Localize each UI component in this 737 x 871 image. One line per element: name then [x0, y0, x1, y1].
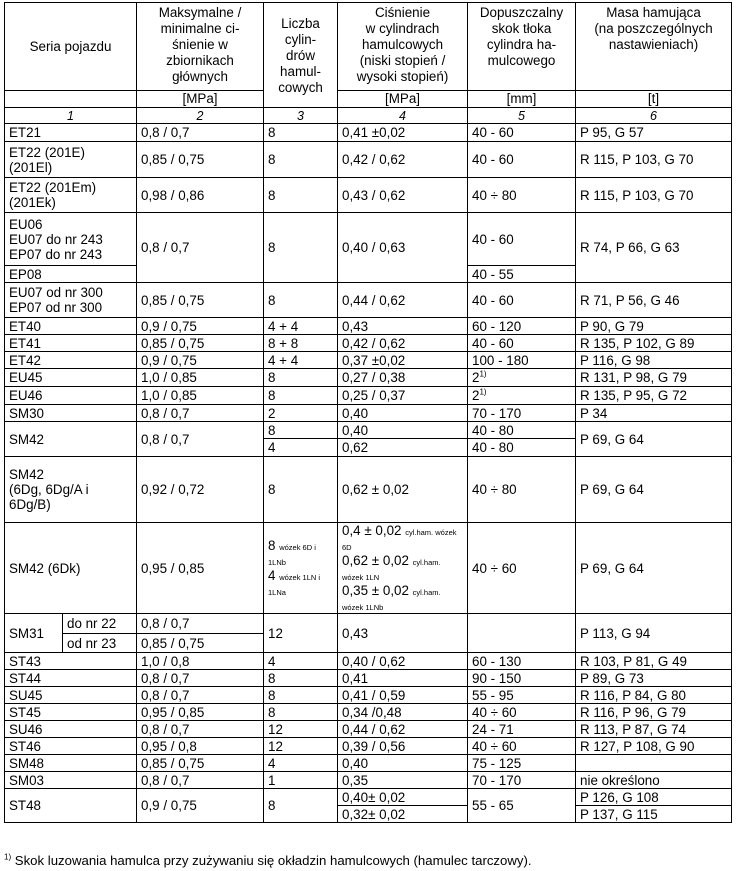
header-vehicle-series: Seria pojazdu	[5, 3, 137, 91]
cell: P 126, G 108	[576, 789, 732, 806]
unit-mm: [mm]	[468, 91, 576, 108]
cell: 0,85 / 0,75	[137, 634, 264, 653]
cell: R 74, P 66, G 63	[576, 213, 732, 283]
col-num: 6	[576, 108, 732, 124]
table-row	[5, 687, 732, 704]
cell: 40 - 60	[468, 142, 576, 178]
cell: od nr 23	[63, 634, 137, 653]
cell: P 69, G 64	[576, 523, 732, 614]
cell: 0,34 /0,48	[338, 704, 468, 721]
cell: 40 ÷ 80	[468, 178, 576, 213]
cell: 60 - 130	[468, 653, 576, 670]
cell: 75 - 125	[468, 755, 576, 772]
unit-mpa: [MPa]	[137, 91, 264, 108]
cell: 40 - 80	[468, 439, 576, 457]
cell: 0,42 / 0,62	[338, 142, 468, 178]
cell: P 90, G 79	[576, 318, 732, 335]
cell: 40 - 60	[468, 335, 576, 352]
cell: R 131, P 98, G 79	[576, 369, 732, 387]
series-cell: ET40	[5, 318, 137, 335]
cell: 0,98 / 0,86	[137, 178, 264, 213]
cell: 1,0 / 0,8	[137, 653, 264, 670]
cell: 0,25 / 0,37	[338, 387, 468, 405]
series-cell: SM42 (6Dk)	[5, 523, 137, 614]
table-row	[5, 789, 732, 806]
cell: 0,95 / 0,8	[137, 738, 264, 755]
cell: 0,9 / 0,75	[137, 318, 264, 335]
cell: 8	[264, 124, 338, 142]
series-cell: SM48	[5, 755, 137, 772]
cell: 70 - 170	[468, 405, 576, 422]
cell: 0,37 ±0,02	[338, 352, 468, 369]
cell: 0,9 / 0,75	[137, 352, 264, 369]
cell: 8	[264, 670, 338, 687]
cell: 8	[264, 687, 338, 704]
cell: P 137, G 115	[576, 806, 732, 823]
cell: 8	[264, 178, 338, 213]
cell: 12	[264, 738, 338, 755]
cell: 4 + 4	[264, 318, 338, 335]
cell: 8	[264, 369, 338, 387]
col-num: 5	[468, 108, 576, 124]
cell: R 127, P 108, G 90	[576, 738, 732, 755]
series-cell: ET42	[5, 352, 137, 369]
cell: 0,85 / 0,75	[137, 283, 264, 318]
cell: 1	[264, 772, 338, 789]
table-row	[5, 523, 732, 614]
cell: nie określono	[576, 772, 732, 789]
cell: 100 - 180	[468, 352, 576, 369]
cell: 0,43	[338, 614, 468, 653]
cell: 0,41 ±0,02	[338, 124, 468, 142]
footnote-text: Skok luzowania hamulca przy zużywaniu się okładzin hamulcowych (hamulec tarczowy).	[14, 853, 532, 868]
cell: 8	[264, 457, 338, 523]
cell: 0,40	[338, 422, 468, 439]
unit-t: [t]	[576, 91, 732, 108]
series-cell: ST48	[5, 789, 137, 823]
cell: 70 - 170	[468, 772, 576, 789]
series-cell: EU07 od nr 300 EP07 od nr 300	[5, 283, 137, 318]
cell: 0,27 / 0,38	[338, 369, 468, 387]
cell: 8	[264, 789, 338, 823]
cell: R 135, P 95, G 72	[576, 387, 732, 405]
cell: 0,8 / 0,7	[137, 687, 264, 704]
table-row	[5, 178, 732, 213]
cell: 8 + 8	[264, 335, 338, 352]
cell: P 69, G 64	[576, 457, 732, 523]
cell: 2$^{1)}$	[468, 369, 576, 387]
footnote-ref: 1)	[479, 387, 487, 397]
table-row	[5, 772, 732, 789]
cell: 8 wózek 6D i 1LNb 4 wózek 1LN i 1LNa	[264, 523, 338, 614]
cell: 0,8 / 0,7	[137, 670, 264, 687]
cell: 0,8 / 0,7	[137, 614, 264, 634]
cell: 40 ÷ 60	[468, 738, 576, 755]
cell: R 116, P 84, G 80	[576, 687, 732, 704]
table-row	[5, 704, 732, 721]
header-max-min-pressure: Maksymalne / minimalne ci- śnienie w zbiornikach głównych	[137, 3, 264, 91]
table-row	[5, 721, 732, 738]
series-cell: SM31	[5, 614, 63, 653]
cell: 8	[264, 704, 338, 721]
col-num: 2	[137, 108, 264, 124]
cell: 24 - 71	[468, 721, 576, 738]
cell: 0,8 / 0,7	[137, 124, 264, 142]
cell: 4 + 4	[264, 352, 338, 369]
series-cell: SM03	[5, 772, 137, 789]
cell: 8	[264, 387, 338, 405]
header-cylinder-pressure: Ciśnienie w cylindrach hamulcowych (niski stopień / wysoki stopień)	[338, 3, 468, 91]
series-cell: ET21	[5, 124, 137, 142]
cell: 0,85 / 0,75	[137, 335, 264, 352]
table-row	[5, 405, 732, 422]
cell: 0,85 / 0,75	[137, 755, 264, 772]
cell: 0,4 ± 0,02 cyl.ham. wózek 6D 0,62 ± 0,02 cyl.ham. wózek 1LN 0,35 ± 0,02 cyl.ham. wózek 1LNb	[338, 523, 468, 614]
cell: 40 - 60	[468, 124, 576, 142]
cell: 0,40 / 0,62	[338, 653, 468, 670]
series-cell: ST43	[5, 653, 137, 670]
cell: P 69, G 64	[576, 422, 732, 457]
cell: R 115, P 103, G 70	[576, 178, 732, 213]
table-row	[5, 142, 732, 178]
series-cell: ST46	[5, 738, 137, 755]
cell: 0,42 / 0,62	[338, 335, 468, 352]
cell: 0,92 / 0,72	[137, 457, 264, 523]
cell: 0,39 / 0,56	[338, 738, 468, 755]
cell: 1,0 / 0,85	[137, 387, 264, 405]
cell: 0,43 / 0,62	[338, 178, 468, 213]
cell: 0,8 / 0,7	[137, 213, 264, 283]
cell: 0,95 / 0,85	[137, 523, 264, 614]
cell: 0,8 / 0,7	[137, 772, 264, 789]
series-cell: ST44	[5, 670, 137, 687]
table-row	[5, 352, 732, 369]
series-cell: SU45	[5, 687, 137, 704]
cell: 8	[264, 142, 338, 178]
cell: 0,44 / 0,62	[338, 283, 468, 318]
series-cell: EU45	[5, 369, 137, 387]
cell: 55 - 95	[468, 687, 576, 704]
col-num: 3	[264, 108, 338, 124]
cell: 0,43	[338, 318, 468, 335]
cell: 0,9 / 0,75	[137, 789, 264, 823]
cell: 40 - 55	[468, 266, 576, 283]
cell: 40 ÷ 80	[468, 457, 576, 523]
cell: 0,8 / 0,7	[137, 721, 264, 738]
series-cell: EP08	[5, 266, 137, 283]
cell: 0,40± 0,02	[338, 789, 468, 806]
brake-data-document	[4, 2, 731, 823]
table-row	[5, 124, 732, 142]
cell: 4	[264, 439, 338, 457]
col-num: 4	[338, 108, 468, 124]
cell: 60 - 120	[468, 318, 576, 335]
cell: 40 - 60	[468, 283, 576, 318]
series-cell: ET41	[5, 335, 137, 352]
cell: 0,41	[338, 670, 468, 687]
cell: 4	[264, 653, 338, 670]
table-unit-row	[5, 91, 732, 108]
table-row	[5, 457, 732, 523]
cell: P 89, G 73	[576, 670, 732, 687]
cell: 0,40	[338, 755, 468, 772]
cell: P 95, G 57	[576, 124, 732, 142]
brake-parameters-table	[4, 2, 732, 823]
cell: 0,32± 0,02	[338, 806, 468, 823]
table-row	[5, 387, 732, 405]
series-cell: SU46	[5, 721, 137, 738]
cell: R 116, P 96, G 79	[576, 704, 732, 721]
cell: do nr 22	[63, 614, 137, 634]
cell: R 113, P 87, G 74	[576, 721, 732, 738]
cell: P 116, G 98	[576, 352, 732, 369]
cell: 0,85 / 0,75	[137, 142, 264, 178]
series-cell: EU06 EU07 do nr 243 EP07 do nr 243	[5, 213, 137, 266]
cell: 0,35	[338, 772, 468, 789]
table-row	[5, 318, 732, 335]
cell: P 113, G 94	[576, 614, 732, 653]
cell: 0,41 / 0,59	[338, 687, 468, 704]
cell: 0,44 / 0,62	[338, 721, 468, 738]
cell: 8	[264, 283, 338, 318]
cell: 40 ÷ 60	[468, 523, 576, 614]
header-cylinder-count: Liczba cylin- drów hamul- cowych	[264, 3, 338, 108]
col-num: 1	[5, 108, 137, 124]
cell: 40 ÷ 60	[468, 704, 576, 721]
column-number-row	[5, 108, 732, 124]
series-cell: SM42	[5, 422, 137, 457]
cell: R 135, P 102, G 89	[576, 335, 732, 352]
table-row	[5, 653, 732, 670]
cell	[468, 614, 576, 653]
cell: 90 - 150	[468, 670, 576, 687]
cell: 0,40	[338, 405, 468, 422]
table-row	[5, 738, 732, 755]
cell: 0,62 ± 0,02	[338, 457, 468, 523]
cell: 0,40 / 0,63	[338, 213, 468, 283]
header-piston-stroke: Dopuszczalny skok tłoka cylindra ha- mulcowego	[468, 3, 576, 91]
cell: 8	[264, 213, 338, 283]
unit-mpa: [MPa]	[338, 91, 468, 108]
table-row	[5, 422, 732, 439]
series-cell: EU46	[5, 387, 137, 405]
footnote-mark: 1)	[4, 852, 12, 862]
cell: 2	[264, 405, 338, 422]
cell: R 71, P 56, G 46	[576, 283, 732, 318]
cell: 0,8 / 0,7	[137, 405, 264, 422]
cell: P 34	[576, 405, 732, 422]
cell: 1,0 / 0,85	[137, 369, 264, 387]
table-header-row	[5, 3, 732, 91]
cell: 12	[264, 614, 338, 653]
series-cell: ET22 (201E) (201El)	[5, 142, 137, 178]
table-row	[5, 670, 732, 687]
cell: 0,95 / 0,85	[137, 704, 264, 721]
series-cell: ST45	[5, 704, 137, 721]
series-cell: ET22 (201Em) (201Ek)	[5, 178, 137, 213]
header-braking-mass: Masa hamująca (na poszczególnych nastawieniach)	[576, 3, 732, 91]
table-row	[5, 755, 732, 772]
table-row	[5, 614, 732, 634]
table-row	[5, 213, 732, 266]
table-row	[5, 335, 732, 352]
cell: 12	[264, 721, 338, 738]
series-cell: SM42 (6Dg, 6Dg/A i 6Dg/B)	[5, 457, 137, 523]
cell: R 115, P 103, G 70	[576, 142, 732, 178]
cell: 2$^{1)}$	[468, 387, 576, 405]
cell: 55 - 65	[468, 789, 576, 823]
cell: 0,8 / 0,7	[137, 422, 264, 457]
table-row	[5, 369, 732, 387]
cell: 4	[264, 755, 338, 772]
cell	[576, 755, 732, 772]
table-row	[5, 283, 732, 318]
cell: 8	[264, 422, 338, 439]
cell: 40 - 60	[468, 213, 576, 266]
cell: R 103, P 81, G 49	[576, 653, 732, 670]
cell: 0,62	[338, 439, 468, 457]
series-cell: SM30	[5, 405, 137, 422]
cell: 40 - 80	[468, 422, 576, 439]
footnote	[4, 853, 532, 868]
footnote-ref: 1)	[479, 369, 487, 379]
